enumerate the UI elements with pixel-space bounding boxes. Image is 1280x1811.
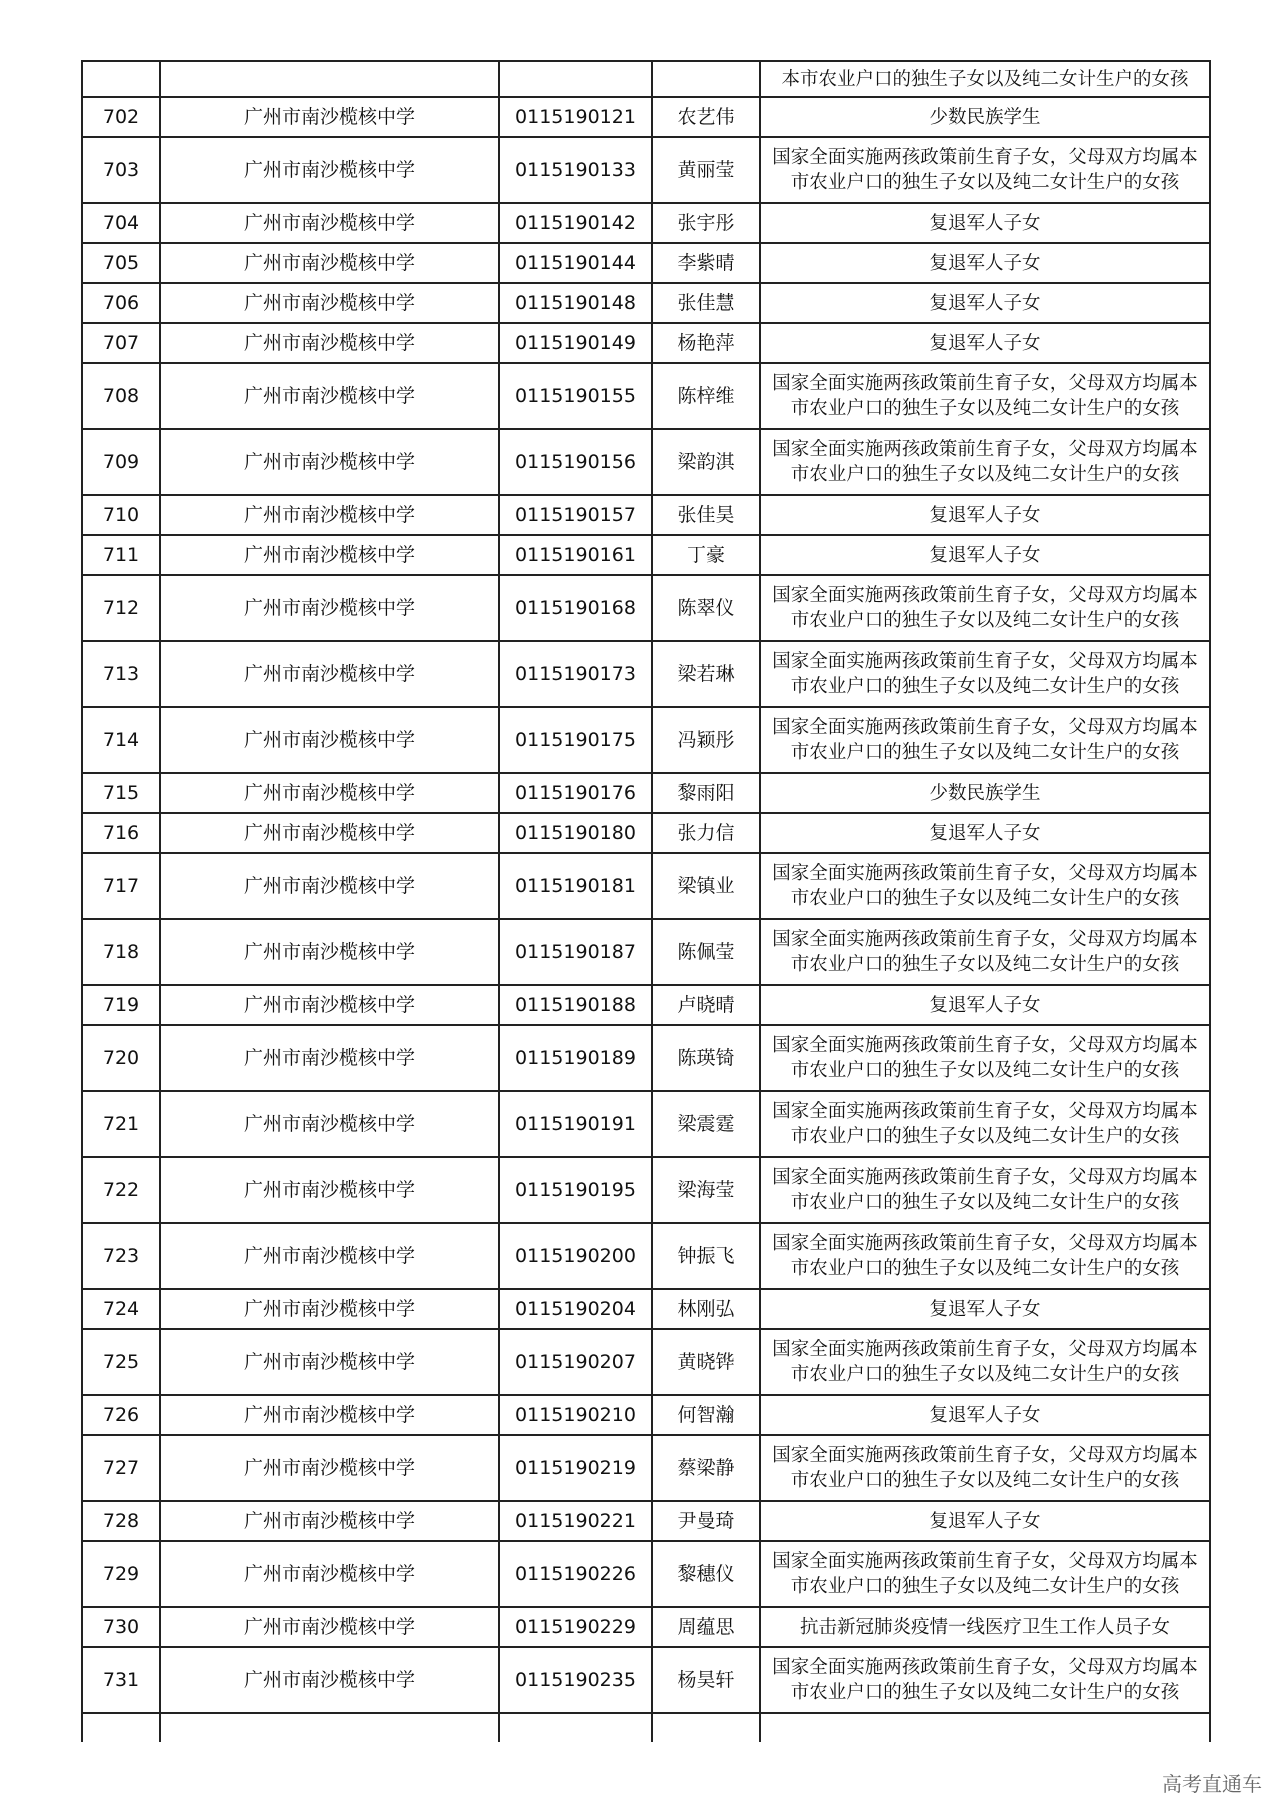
table-row <box>82 137 1210 203</box>
cell-school: 广州市南沙榄核中学 <box>160 1395 499 1435</box>
cell-no: 709 <box>82 429 160 495</box>
cell-school: 广州市南沙榄核中学 <box>160 985 499 1025</box>
cell-school: 广州市南沙榄核中学 <box>160 137 499 203</box>
cell-name: 梁若琳 <box>652 641 760 707</box>
cell-id: 0115190175 <box>499 707 652 773</box>
table-row <box>82 1501 1210 1541</box>
cell-empty <box>499 1713 652 1742</box>
cell-id: 0115190204 <box>499 1289 652 1329</box>
cell-id: 0115190155 <box>499 363 652 429</box>
cell-school: 广州市南沙榄核中学 <box>160 429 499 495</box>
cell-empty <box>160 1713 499 1742</box>
cell-reason: 复退军人子女 <box>760 203 1210 243</box>
cell-reason: 复退军人子女 <box>760 1289 1210 1329</box>
cell-school: 广州市南沙榄核中学 <box>160 707 499 773</box>
cell-no: 702 <box>82 97 160 137</box>
table-row <box>82 1541 1210 1607</box>
cell-name: 张佳昊 <box>652 495 760 535</box>
cell-name: 梁韵淇 <box>652 429 760 495</box>
cell-name: 李紫晴 <box>652 243 760 283</box>
cell-school: 广州市南沙榄核中学 <box>160 495 499 535</box>
cell-id: 0115190188 <box>499 985 652 1025</box>
cell-school: 广州市南沙榄核中学 <box>160 1541 499 1607</box>
cell-no: 714 <box>82 707 160 773</box>
cell-id: 0115190191 <box>499 1091 652 1157</box>
table-row <box>82 1025 1210 1091</box>
cell-id: 0115190226 <box>499 1541 652 1607</box>
cell-no: 721 <box>82 1091 160 1157</box>
cell-id: 0115190148 <box>499 283 652 323</box>
cell-name: 卢晓晴 <box>652 985 760 1025</box>
cell-name: 黄丽莹 <box>652 137 760 203</box>
table-row <box>82 707 1210 773</box>
cell-reason: 复退军人子女 <box>760 1501 1210 1541</box>
cell-name: 陈佩莹 <box>652 919 760 985</box>
cell-school: 广州市南沙榄核中学 <box>160 1435 499 1501</box>
cell-id: 0115190173 <box>499 641 652 707</box>
cell-id: 0115190229 <box>499 1607 652 1647</box>
cell-reason: 少数民族学生 <box>760 97 1210 137</box>
cell-no: 730 <box>82 1607 160 1647</box>
cell-name <box>652 61 760 97</box>
cell-empty <box>652 1713 760 1742</box>
cell-id: 0115190168 <box>499 575 652 641</box>
table-row <box>82 243 1210 283</box>
cell-id: 0115190180 <box>499 813 652 853</box>
table-row <box>82 429 1210 495</box>
cell-no: 731 <box>82 1647 160 1713</box>
cell-reason: 国家全面实施两孩政策前生育子女，父母双方均属本市农业户口的独生子女以及纯二女计生户的女孩 <box>760 363 1210 429</box>
table-row <box>82 1435 1210 1501</box>
cell-reason: 复退军人子女 <box>760 813 1210 853</box>
student-list-table <box>81 60 1211 1742</box>
table-row <box>82 575 1210 641</box>
cell-id: 0115190133 <box>499 137 652 203</box>
table-row <box>82 1157 1210 1223</box>
cell-reason: 国家全面实施两孩政策前生育子女，父母双方均属本市农业户口的独生子女以及纯二女计生户的女孩 <box>760 1435 1210 1501</box>
table-row <box>82 283 1210 323</box>
cell-school: 广州市南沙榄核中学 <box>160 1223 499 1289</box>
cell-name: 林刚弘 <box>652 1289 760 1329</box>
cell-school: 广州市南沙榄核中学 <box>160 1289 499 1329</box>
cell-school: 广州市南沙榄核中学 <box>160 1501 499 1541</box>
cell-no: 703 <box>82 137 160 203</box>
cell-school: 广州市南沙榄核中学 <box>160 575 499 641</box>
table-row <box>82 323 1210 363</box>
cell-no: 723 <box>82 1223 160 1289</box>
cell-reason: 国家全面实施两孩政策前生育子女，父母双方均属本市农业户口的独生子女以及纯二女计生户的女孩 <box>760 1091 1210 1157</box>
cell-school: 广州市南沙榄核中学 <box>160 283 499 323</box>
table-row-partial-top <box>82 61 1210 97</box>
table-row <box>82 363 1210 429</box>
cell-school: 广州市南沙榄核中学 <box>160 535 499 575</box>
table-row <box>82 203 1210 243</box>
cell-school <box>160 61 499 97</box>
cell-name: 蔡梁静 <box>652 1435 760 1501</box>
cell-school: 广州市南沙榄核中学 <box>160 1647 499 1713</box>
cell-name: 周蕴思 <box>652 1607 760 1647</box>
table-body <box>82 61 1210 1742</box>
cell-no: 704 <box>82 203 160 243</box>
cell-name: 张力信 <box>652 813 760 853</box>
cell-no <box>82 61 160 97</box>
cell-name: 黎穗仪 <box>652 1541 760 1607</box>
cell-no: 712 <box>82 575 160 641</box>
cell-reason: 少数民族学生 <box>760 773 1210 813</box>
cell-school: 广州市南沙榄核中学 <box>160 1329 499 1395</box>
cell-school: 广州市南沙榄核中学 <box>160 203 499 243</box>
cell-reason: 国家全面实施两孩政策前生育子女，父母双方均属本市农业户口的独生子女以及纯二女计生户的女孩 <box>760 429 1210 495</box>
cell-empty <box>82 1713 160 1742</box>
cell-id: 0115190195 <box>499 1157 652 1223</box>
cell-empty <box>760 1713 1210 1742</box>
cell-reason: 复退军人子女 <box>760 985 1210 1025</box>
cell-id: 0115190181 <box>499 853 652 919</box>
cell-name: 梁海莹 <box>652 1157 760 1223</box>
cell-id: 0115190235 <box>499 1647 652 1713</box>
cell-reason: 国家全面实施两孩政策前生育子女，父母双方均属本市农业户口的独生子女以及纯二女计生户的女孩 <box>760 1329 1210 1395</box>
cell-id: 0115190221 <box>499 1501 652 1541</box>
table-row <box>82 1329 1210 1395</box>
cell-school: 广州市南沙榄核中学 <box>160 1025 499 1091</box>
cell-name: 冯颖彤 <box>652 707 760 773</box>
cell-reason: 复退军人子女 <box>760 243 1210 283</box>
cell-no: 716 <box>82 813 160 853</box>
cell-reason: 国家全面实施两孩政策前生育子女，父母双方均属本市农业户口的独生子女以及纯二女计生户的女孩 <box>760 707 1210 773</box>
cell-id: 0115190187 <box>499 919 652 985</box>
table-row <box>82 495 1210 535</box>
cell-no: 713 <box>82 641 160 707</box>
cell-name: 杨艳萍 <box>652 323 760 363</box>
table-row <box>82 773 1210 813</box>
table-row <box>82 813 1210 853</box>
cell-reason: 国家全面实施两孩政策前生育子女，父母双方均属本市农业户口的独生子女以及纯二女计生户的女孩 <box>760 1025 1210 1091</box>
cell-id: 0115190200 <box>499 1223 652 1289</box>
cell-name: 钟振飞 <box>652 1223 760 1289</box>
cell-school: 广州市南沙榄核中学 <box>160 1091 499 1157</box>
cell-school: 广州市南沙榄核中学 <box>160 773 499 813</box>
table-row <box>82 1289 1210 1329</box>
cell-id: 0115190161 <box>499 535 652 575</box>
cell-name: 何智瀚 <box>652 1395 760 1435</box>
cell-no: 717 <box>82 853 160 919</box>
cell-name: 农艺伟 <box>652 97 760 137</box>
table-row <box>82 641 1210 707</box>
cell-id <box>499 61 652 97</box>
table-row <box>82 1647 1210 1713</box>
cell-name: 尹曼琦 <box>652 1501 760 1541</box>
cell-no: 708 <box>82 363 160 429</box>
cell-no: 725 <box>82 1329 160 1395</box>
cell-name: 张佳慧 <box>652 283 760 323</box>
cell-reason: 复退军人子女 <box>760 323 1210 363</box>
table-row <box>82 1091 1210 1157</box>
cell-reason: 国家全面实施两孩政策前生育子女，父母双方均属本市农业户口的独生子女以及纯二女计生户的女孩 <box>760 137 1210 203</box>
cell-school: 广州市南沙榄核中学 <box>160 919 499 985</box>
table-row <box>82 1395 1210 1435</box>
student-list-table-container <box>81 60 1209 1742</box>
cell-school: 广州市南沙榄核中学 <box>160 363 499 429</box>
cell-id: 0115190207 <box>499 1329 652 1395</box>
table-row <box>82 1223 1210 1289</box>
cell-no: 726 <box>82 1395 160 1435</box>
cell-reason: 复退军人子女 <box>760 495 1210 535</box>
cell-school: 广州市南沙榄核中学 <box>160 323 499 363</box>
cell-school: 广州市南沙榄核中学 <box>160 641 499 707</box>
table-row <box>82 97 1210 137</box>
cell-school: 广州市南沙榄核中学 <box>160 243 499 283</box>
cell-id: 0115190219 <box>499 1435 652 1501</box>
cell-id: 0115190210 <box>499 1395 652 1435</box>
cell-no: 722 <box>82 1157 160 1223</box>
cell-name: 杨昊轩 <box>652 1647 760 1713</box>
cell-name: 陈梓维 <box>652 363 760 429</box>
cell-name: 黄晓铧 <box>652 1329 760 1395</box>
cell-id: 0115190189 <box>499 1025 652 1091</box>
cell-id: 0115190157 <box>499 495 652 535</box>
cell-school: 广州市南沙榄核中学 <box>160 97 499 137</box>
cell-name: 张宇彤 <box>652 203 760 243</box>
cell-name: 陈翠仪 <box>652 575 760 641</box>
cell-reason: 本市农业户口的独生子女以及纯二女计生户的女孩 <box>760 61 1210 97</box>
cell-no: 711 <box>82 535 160 575</box>
cell-name: 梁镇业 <box>652 853 760 919</box>
cell-reason: 国家全面实施两孩政策前生育子女，父母双方均属本市农业户口的独生子女以及纯二女计生户的女孩 <box>760 919 1210 985</box>
cell-id: 0115190142 <box>499 203 652 243</box>
cell-name: 陈瑛锜 <box>652 1025 760 1091</box>
table-row <box>82 853 1210 919</box>
table-row <box>82 985 1210 1025</box>
cell-no: 720 <box>82 1025 160 1091</box>
cell-id: 0115190144 <box>499 243 652 283</box>
cell-reason: 复退军人子女 <box>760 283 1210 323</box>
cell-reason: 国家全面实施两孩政策前生育子女，父母双方均属本市农业户口的独生子女以及纯二女计生户的女孩 <box>760 1157 1210 1223</box>
cell-no: 706 <box>82 283 160 323</box>
cell-no: 729 <box>82 1541 160 1607</box>
cell-reason: 国家全面实施两孩政策前生育子女，父母双方均属本市农业户口的独生子女以及纯二女计生户的女孩 <box>760 1647 1210 1713</box>
cell-school: 广州市南沙榄核中学 <box>160 1607 499 1647</box>
cell-reason: 复退军人子女 <box>760 535 1210 575</box>
cell-name: 丁豪 <box>652 535 760 575</box>
cell-reason: 国家全面实施两孩政策前生育子女，父母双方均属本市农业户口的独生子女以及纯二女计生户的女孩 <box>760 1223 1210 1289</box>
cell-no: 705 <box>82 243 160 283</box>
cell-no: 727 <box>82 1435 160 1501</box>
cell-id: 0115190121 <box>499 97 652 137</box>
cell-no: 718 <box>82 919 160 985</box>
cell-reason: 国家全面实施两孩政策前生育子女，父母双方均属本市农业户口的独生子女以及纯二女计生户的女孩 <box>760 641 1210 707</box>
cell-no: 728 <box>82 1501 160 1541</box>
table-row-partial-bottom <box>82 1713 1210 1742</box>
cell-id: 0115190149 <box>499 323 652 363</box>
cell-reason: 国家全面实施两孩政策前生育子女，父母双方均属本市农业户口的独生子女以及纯二女计生户的女孩 <box>760 853 1210 919</box>
watermark: 高考直通车 <box>1162 1772 1262 1796</box>
cell-no: 719 <box>82 985 160 1025</box>
cell-reason: 抗击新冠肺炎疫情一线医疗卫生工作人员子女 <box>760 1607 1210 1647</box>
table-row <box>82 535 1210 575</box>
table-row <box>82 1607 1210 1647</box>
cell-name: 梁震霆 <box>652 1091 760 1157</box>
cell-no: 707 <box>82 323 160 363</box>
cell-reason: 国家全面实施两孩政策前生育子女，父母双方均属本市农业户口的独生子女以及纯二女计生户的女孩 <box>760 1541 1210 1607</box>
table-row <box>82 919 1210 985</box>
cell-school: 广州市南沙榄核中学 <box>160 1157 499 1223</box>
cell-no: 724 <box>82 1289 160 1329</box>
cell-school: 广州市南沙榄核中学 <box>160 813 499 853</box>
cell-reason: 国家全面实施两孩政策前生育子女，父母双方均属本市农业户口的独生子女以及纯二女计生户的女孩 <box>760 575 1210 641</box>
cell-name: 黎雨阳 <box>652 773 760 813</box>
cell-id: 0115190156 <box>499 429 652 495</box>
cell-no: 715 <box>82 773 160 813</box>
cell-id: 0115190176 <box>499 773 652 813</box>
cell-no: 710 <box>82 495 160 535</box>
cell-school: 广州市南沙榄核中学 <box>160 853 499 919</box>
cell-reason: 复退军人子女 <box>760 1395 1210 1435</box>
